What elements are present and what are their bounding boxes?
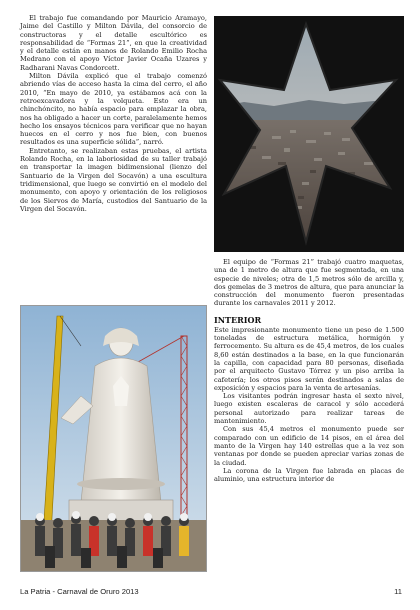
left-text-column: [20, 14, 207, 213]
page-footer: [0, 585, 420, 601]
left-paragraph-2: Milton Dávila explicó que el trabajo comenzó abriendo vías de acceso hasta la cima del cerro, el año 2010, “En mayo de 2010, ya estábamos acá con la retroexcavadora y la volqueta. Esto era un chinchóncito, no había espacio para emplazar la obra, nos ha obligado a hacer un corte, paralelamente hemos hecho los ensayos técnicos para verificar que no hayan huecos en el cerro y nos fue bien, con buenos resultados es una superficie sólida”, narró.: [20, 72, 207, 147]
right-paragraph-2: Los visitantes podrán ingresar hasta el sexto nivel, luego existen escaleras de caracol y sólo accederá personal autorizado para realizar tareas de mantenimiento.: [214, 392, 404, 426]
monument-construction-photo: [20, 305, 207, 572]
right-paragraph-4: La corona de la Virgen fue labrada en placas de aluminio, una estructura interior de: [214, 466, 404, 484]
star-window-illustration: [214, 16, 404, 252]
right-intro-paragraph: El equipo de “Formas 21” trabajó cuatro maquetas, una de 1 metro de altura que fue segmentada, en una especie de niveles; otra de 1,5 metros sólo de arcilla y, dos gemelas de 3 metros de altura, que para anunciar la construcción del monumento fueron presentadas durante los carnavales 2011 y 2012.: [214, 258, 404, 308]
star-window-photo: [214, 16, 404, 252]
monument-base: [69, 500, 173, 522]
left-paragraph-1: El trabajo fue comandando por Mauricio Aramayo, Jaime del Castillo y Milton Dávila, del consorcio de constructoras y el detalle escultórico es responsabilidad de “Formas 21”, en que la creatividad y el detalle están en manos de Rolando Emilio Rocha Medrano con el apoyo Víctor Javier Ocaña Uzares y Radharani Navas Condorcett.: [20, 14, 207, 72]
footer-publication: La Patria - Carnaval de Oruro 2013: [20, 587, 139, 596]
section-heading-interior: INTERIOR: [214, 314, 262, 325]
right-text-column: [214, 258, 404, 483]
footer-page-number: 11: [394, 587, 402, 596]
right-paragraph-1: Este impresionante monumento tiene un peso de 1.500 toneladas de estructura metálica, hormigón y ferrocemento. Su altura es de 45,4 metros, de los cuales 8,60 están destinados a la base, en la que funcionarán la capilla, con capacidad para 80 personas, diseñada por el arquitecto Gustavo Tórrez y un piso arriba la cafetería; los otros pisos serán destinados a salas de exposición y espacios para la venta de artesanías.: [214, 325, 404, 392]
left-paragraph-3: Entretanto, se realizaban estas pruebas, el artista Rolando Rocha, en la laboriosidad de su taller trabajó en transportar la imagen bidimensional (lienzo del Santuario de la Virgen del Socavón) a una escultura tridimensional, que luego se convirtió en el modelo del monumento, con apoyo y orientación de los religiosos de los Siervos de María, custodios del Santuario de la Virgen del Socavón.: [20, 146, 207, 213]
monument-illustration: [21, 306, 207, 572]
right-paragraph-3: Con sus 45,4 metros el monumento puede ser comparado con un edificio de 14 pisos, en el área del manto de la Virgen hay 140 estrellas que a la vez son ventanas por donde se pueden apreciar varias zonas de la ciudad.: [214, 425, 404, 467]
